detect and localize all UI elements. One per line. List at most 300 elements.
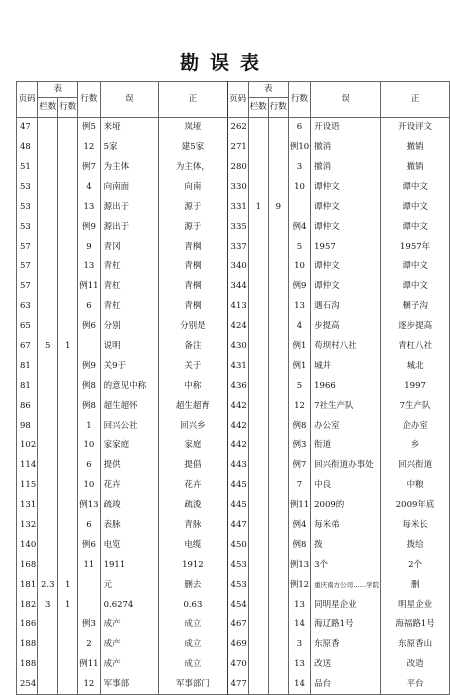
left-col-cell <box>38 674 58 694</box>
right-col-cell <box>248 476 268 496</box>
left-right-cell: 0.63 <box>159 595 227 615</box>
right-page-cell: 469 <box>227 635 248 655</box>
left-line-in-table-cell <box>58 297 78 317</box>
table-row <box>17 515 450 535</box>
left-col-cell <box>38 655 58 675</box>
right-right-cell: 7生产队 <box>381 396 450 416</box>
left-page-cell: 140 <box>17 535 38 555</box>
right-line-in-table-cell <box>268 515 288 535</box>
left-right-cell: 军事部门 <box>159 674 227 694</box>
left-line-in-table-cell: 1 <box>58 595 78 615</box>
left-col-cell <box>38 436 58 456</box>
right-page-cell: 331 <box>227 197 248 217</box>
left-line-in-table-cell <box>58 356 78 376</box>
left-line-in-table-cell <box>58 456 78 476</box>
left-wrong-cell: 青冈 <box>100 237 159 257</box>
table-row <box>17 177 450 197</box>
left-col-cell <box>38 495 58 515</box>
left-line-cell: 9 <box>78 237 100 257</box>
right-col-cell <box>248 416 268 436</box>
right-col-cell <box>248 157 268 177</box>
right-wrong-cell: 每米弟 <box>311 515 381 535</box>
table-row <box>17 257 450 277</box>
right-line-cell: 例8 <box>288 535 310 555</box>
right-line-in-table-cell <box>268 376 288 396</box>
left-col-cell <box>38 535 58 555</box>
right-right-cell: 海福路1号 <box>381 615 450 635</box>
right-line-in-table-cell <box>268 476 288 496</box>
right-col-cell <box>248 297 268 317</box>
right-line-cell: 6 <box>288 118 310 138</box>
right-col-cell <box>248 535 268 555</box>
right-right-cell: 谭中文 <box>381 197 450 217</box>
left-col-cell <box>38 456 58 476</box>
header-right: 正 <box>159 82 227 118</box>
left-line-in-table-cell <box>58 177 78 197</box>
left-wrong-cell: 提供 <box>100 456 159 476</box>
left-col-cell <box>38 297 58 317</box>
table-row <box>17 316 450 336</box>
table-row <box>17 615 450 635</box>
right-right-cell: 乡 <box>381 436 450 456</box>
left-line-in-table-cell <box>58 495 78 515</box>
right-line-cell: 例7 <box>288 456 310 476</box>
right-col-cell <box>248 655 268 675</box>
right-col-cell: 1 <box>248 197 268 217</box>
right-wrong-cell: 撤消 <box>311 157 381 177</box>
left-line-cell: 例11 <box>78 655 100 675</box>
left-page-cell: 86 <box>17 396 38 416</box>
left-col-cell <box>38 356 58 376</box>
right-line-cell: 3 <box>288 157 310 177</box>
table-row <box>17 336 450 356</box>
header-col: 栏数 <box>38 98 58 118</box>
right-line-cell: 13 <box>288 297 310 317</box>
right-right-cell: 2个 <box>381 555 450 575</box>
left-right-cell: 岚垭 <box>159 118 227 138</box>
left-wrong-cell: 家家庭 <box>100 436 159 456</box>
header-line-in-table: 行数 <box>58 98 78 118</box>
left-page-cell: 81 <box>17 356 38 376</box>
left-right-cell: 青棡 <box>159 257 227 277</box>
right-line-in-table-cell <box>268 495 288 515</box>
right-col-cell <box>248 515 268 535</box>
right-line-cell: 例11 <box>288 495 310 515</box>
left-line-cell: 4 <box>78 177 100 197</box>
left-col-cell <box>38 137 58 157</box>
header-wrong: 误 <box>311 82 381 118</box>
left-col-cell: 5 <box>38 336 58 356</box>
right-line-cell: 4 <box>288 316 310 336</box>
left-line-in-table-cell <box>58 555 78 575</box>
right-line-cell: 5 <box>288 376 310 396</box>
table-row <box>17 595 450 615</box>
left-line-in-table-cell <box>58 615 78 635</box>
right-line-in-table-cell <box>268 177 288 197</box>
right-right-cell: 2009年底 <box>381 495 450 515</box>
left-line-in-table-cell <box>58 416 78 436</box>
header-table: 表 <box>248 82 288 98</box>
right-right-cell: 撤销 <box>381 157 450 177</box>
right-wrong-cell: 重庆南方公司……学院 <box>311 575 381 595</box>
right-line-in-table-cell <box>268 336 288 356</box>
right-line-in-table-cell <box>268 137 288 157</box>
left-wrong-cell: 分别 <box>100 316 159 336</box>
right-line-cell: 例3 <box>288 436 310 456</box>
left-page-cell: 188 <box>17 655 38 675</box>
right-line-cell: 13 <box>288 595 310 615</box>
left-right-cell: 超生超育 <box>159 396 227 416</box>
right-right-cell: 谭中文 <box>381 257 450 277</box>
right-line-cell: 5 <box>288 237 310 257</box>
right-line-in-table-cell <box>268 316 288 336</box>
right-wrong-cell: 中良 <box>311 476 381 496</box>
right-line-cell: 13 <box>288 655 310 675</box>
right-col-cell <box>248 615 268 635</box>
left-wrong-cell: 关9于 <box>100 356 159 376</box>
right-page-cell: 413 <box>227 297 248 317</box>
right-line-in-table-cell <box>268 456 288 476</box>
left-line-in-table-cell: 1 <box>58 336 78 356</box>
left-col-cell: 3 <box>38 595 58 615</box>
right-line-cell: 3 <box>288 635 310 655</box>
left-page-cell: 132 <box>17 515 38 535</box>
right-col-cell <box>248 177 268 197</box>
right-wrong-cell: 苟坝村八社 <box>311 336 381 356</box>
left-line-cell: 6 <box>78 456 100 476</box>
left-line-cell: 13 <box>78 257 100 277</box>
left-right-cell: 青棡 <box>159 297 227 317</box>
right-page-cell: 431 <box>227 356 248 376</box>
table-row <box>17 575 450 595</box>
right-page-cell: 445 <box>227 476 248 496</box>
table-row <box>17 297 450 317</box>
table-row <box>17 376 450 396</box>
page-title: 勘误表 <box>179 52 270 74</box>
right-col-cell <box>248 555 268 575</box>
right-line-cell: 10 <box>288 257 310 277</box>
left-line-in-table-cell <box>58 436 78 456</box>
right-page-cell: 436 <box>227 376 248 396</box>
table-row <box>17 237 450 257</box>
right-page-cell: 445 <box>227 495 248 515</box>
right-line-cell: 10 <box>288 177 310 197</box>
right-page-cell: 470 <box>227 655 248 675</box>
right-wrong-cell: 1957 <box>311 237 381 257</box>
left-line-cell <box>78 336 100 356</box>
left-wrong-cell: 来垭 <box>100 118 159 138</box>
right-col-cell <box>248 674 268 694</box>
left-line-in-table-cell <box>58 257 78 277</box>
left-line-in-table-cell <box>58 655 78 675</box>
right-wrong-cell: 谭仲文 <box>311 277 381 297</box>
right-col-cell <box>248 316 268 336</box>
left-line-in-table-cell <box>58 376 78 396</box>
right-page-cell: 280 <box>227 157 248 177</box>
left-line-in-table-cell <box>58 197 78 217</box>
left-page-cell: 114 <box>17 456 38 476</box>
left-page-cell: 53 <box>17 217 38 237</box>
left-page-cell: 53 <box>17 177 38 197</box>
left-col-cell <box>38 555 58 575</box>
right-line-cell <box>288 197 310 217</box>
table-row <box>17 416 450 436</box>
left-right-cell: 成立 <box>159 635 227 655</box>
right-page-cell: 454 <box>227 595 248 615</box>
left-wrong-cell: 说明 <box>100 336 159 356</box>
left-page-cell: 102 <box>17 436 38 456</box>
right-wrong-cell: 品台 <box>311 674 381 694</box>
left-right-cell: 分别是 <box>159 316 227 336</box>
table-row <box>17 157 450 177</box>
left-page-cell: 168 <box>17 555 38 575</box>
left-wrong-cell: 回兴公社 <box>100 416 159 436</box>
left-page-cell: 57 <box>17 237 38 257</box>
left-line-cell: 6 <box>78 515 100 535</box>
right-line-cell: 例1 <box>288 356 310 376</box>
left-wrong-cell: 元 <box>100 575 159 595</box>
left-right-cell: 备注 <box>159 336 227 356</box>
left-line-cell: 例8 <box>78 376 100 396</box>
left-page-cell: 67 <box>17 336 38 356</box>
right-right-cell: 平台 <box>381 674 450 694</box>
left-page-cell: 51 <box>17 157 38 177</box>
right-page-cell: 443 <box>227 456 248 476</box>
right-right-cell: 拨给 <box>381 535 450 555</box>
header-page: 页码 <box>227 82 248 118</box>
table-row <box>17 396 450 416</box>
left-page-cell: 188 <box>17 635 38 655</box>
right-col-cell <box>248 376 268 396</box>
right-page-cell: 447 <box>227 515 248 535</box>
right-right-cell: 逐步提高 <box>381 316 450 336</box>
right-wrong-cell: 谭仲文 <box>311 257 381 277</box>
right-col-cell <box>248 635 268 655</box>
left-col-cell <box>38 416 58 436</box>
right-line-cell: 7 <box>288 476 310 496</box>
table-row <box>17 436 450 456</box>
left-right-cell: 成立 <box>159 615 227 635</box>
right-line-in-table-cell <box>268 157 288 177</box>
right-wrong-cell: 遇石沟 <box>311 297 381 317</box>
header-line: 行数 <box>288 82 310 118</box>
left-line-cell: 10 <box>78 436 100 456</box>
right-right-cell: 改造 <box>381 655 450 675</box>
left-col-cell <box>38 515 58 535</box>
right-page-cell: 442 <box>227 416 248 436</box>
left-wrong-cell: 超生超怀 <box>100 396 159 416</box>
left-wrong-cell: 青杠 <box>100 257 159 277</box>
left-right-cell: 提倡 <box>159 456 227 476</box>
right-line-in-table-cell <box>268 217 288 237</box>
left-col-cell <box>38 197 58 217</box>
left-line-cell: 13 <box>78 197 100 217</box>
left-right-cell: 成立 <box>159 655 227 675</box>
right-right-cell: 每米长 <box>381 515 450 535</box>
right-col-cell <box>248 257 268 277</box>
right-page-cell: 262 <box>227 118 248 138</box>
left-right-cell: 疏浚 <box>159 495 227 515</box>
left-right-cell: 删去 <box>159 575 227 595</box>
right-col-cell <box>248 595 268 615</box>
right-wrong-cell: 拨 <box>311 535 381 555</box>
right-wrong-cell: 1966 <box>311 376 381 396</box>
left-line-cell: 例8 <box>78 396 100 416</box>
right-wrong-cell: 海辽路1号 <box>311 615 381 635</box>
right-line-in-table-cell <box>268 416 288 436</box>
right-line-cell: 例4 <box>288 217 310 237</box>
right-line-in-table-cell <box>268 555 288 575</box>
left-right-cell: 青棡 <box>159 277 227 297</box>
left-line-cell: 例9 <box>78 217 100 237</box>
right-line-cell: 14 <box>288 615 310 635</box>
right-page-cell: 424 <box>227 316 248 336</box>
right-col-cell <box>248 436 268 456</box>
left-line-cell: 12 <box>78 674 100 694</box>
left-right-cell: 向南 <box>159 177 227 197</box>
right-line-in-table-cell <box>268 674 288 694</box>
left-page-cell: 53 <box>17 197 38 217</box>
right-line-cell: 例9 <box>288 277 310 297</box>
left-page-cell: 57 <box>17 257 38 277</box>
left-line-cell: 2 <box>78 635 100 655</box>
table-row <box>17 476 450 496</box>
left-line-cell: 例9 <box>78 356 100 376</box>
right-wrong-cell: 步提高 <box>311 316 381 336</box>
left-col-cell <box>38 157 58 177</box>
left-wrong-cell: 源出于 <box>100 197 159 217</box>
header-page: 页码 <box>17 82 38 118</box>
left-page-cell: 98 <box>17 416 38 436</box>
right-line-in-table-cell <box>268 535 288 555</box>
right-wrong-cell: 3个 <box>311 555 381 575</box>
left-col-cell <box>38 177 58 197</box>
right-line-cell: 12 <box>288 396 310 416</box>
right-wrong-cell: 谭仲文 <box>311 217 381 237</box>
left-wrong-cell: 成产 <box>100 615 159 635</box>
left-line-in-table-cell <box>58 515 78 535</box>
right-page-cell: 467 <box>227 615 248 635</box>
left-page-cell: 254 <box>17 674 38 694</box>
left-right-cell: 青棡 <box>159 237 227 257</box>
left-line-in-table-cell <box>58 217 78 237</box>
left-line-cell: 10 <box>78 476 100 496</box>
right-line-cell: 例4 <box>288 515 310 535</box>
right-line-in-table-cell <box>268 575 288 595</box>
left-line-in-table-cell: 1 <box>58 575 78 595</box>
left-col-cell <box>38 476 58 496</box>
right-col-cell <box>248 137 268 157</box>
right-right-cell: 梱子沟 <box>381 297 450 317</box>
right-col-cell <box>248 336 268 356</box>
left-wrong-cell: 成产 <box>100 635 159 655</box>
left-line-cell: 1 <box>78 416 100 436</box>
left-wrong-cell: 1911 <box>100 555 159 575</box>
right-right-cell: 企办室 <box>381 416 450 436</box>
left-col-cell <box>38 217 58 237</box>
right-line-in-table-cell <box>268 277 288 297</box>
right-page-cell: 477 <box>227 674 248 694</box>
left-page-cell: 182 <box>17 595 38 615</box>
header-line-in-table: 行数 <box>268 98 288 118</box>
left-col-cell <box>38 635 58 655</box>
header-line: 行数 <box>78 82 100 118</box>
left-line-in-table-cell <box>58 476 78 496</box>
right-right-cell: 明星企业 <box>381 595 450 615</box>
right-line-in-table-cell <box>268 257 288 277</box>
right-wrong-cell: 2009的 <box>311 495 381 515</box>
right-col-cell <box>248 356 268 376</box>
right-col-cell <box>248 217 268 237</box>
table-row <box>17 197 450 217</box>
left-right-cell: 关于 <box>159 356 227 376</box>
header-wrong: 误 <box>100 82 159 118</box>
right-wrong-cell: 撤消 <box>311 137 381 157</box>
right-wrong-cell: 同明星企业 <box>311 595 381 615</box>
right-line-in-table-cell <box>268 436 288 456</box>
right-line-in-table-cell <box>268 635 288 655</box>
left-wrong-cell: 军事部 <box>100 674 159 694</box>
right-page-cell: 442 <box>227 436 248 456</box>
table-row <box>17 674 450 694</box>
right-right-cell: 谭中文 <box>381 177 450 197</box>
left-right-cell: 建5家 <box>159 137 227 157</box>
right-line-in-table-cell <box>268 356 288 376</box>
left-right-cell: 回兴乡 <box>159 416 227 436</box>
right-line-in-table-cell: 9 <box>268 197 288 217</box>
table-row <box>17 535 450 555</box>
right-line-cell: 14 <box>288 674 310 694</box>
left-wrong-cell: 花卉 <box>100 476 159 496</box>
left-wrong-cell: 0.6274 <box>100 595 159 615</box>
right-right-cell: 删 <box>381 575 450 595</box>
table-row <box>17 655 450 675</box>
table-row <box>17 555 450 575</box>
left-page-cell: 48 <box>17 137 38 157</box>
left-line-in-table-cell <box>58 277 78 297</box>
left-right-cell: 源于 <box>159 217 227 237</box>
left-line-cell: 例11 <box>78 277 100 297</box>
left-wrong-cell: 5家 <box>100 137 159 157</box>
right-line-cell: 例12 <box>288 575 310 595</box>
right-col-cell <box>248 456 268 476</box>
left-line-cell: 例6 <box>78 535 100 555</box>
right-line-in-table-cell <box>268 237 288 257</box>
left-page-cell: 186 <box>17 615 38 635</box>
right-line-cell: 例13 <box>288 555 310 575</box>
left-line-cell: 11 <box>78 555 100 575</box>
right-line-cell: 例1 <box>288 336 310 356</box>
left-line-cell <box>78 575 100 595</box>
left-page-cell: 81 <box>17 376 38 396</box>
left-line-in-table-cell <box>58 157 78 177</box>
left-right-cell: 电缆 <box>159 535 227 555</box>
left-line-cell: 例3 <box>78 615 100 635</box>
right-col-cell <box>248 237 268 257</box>
right-wrong-cell: 7社生产队 <box>311 396 381 416</box>
left-wrong-cell: 的意见中称 <box>100 376 159 396</box>
right-col-cell <box>248 277 268 297</box>
table-row <box>17 118 450 138</box>
right-page-cell: 271 <box>227 137 248 157</box>
right-line-in-table-cell <box>268 595 288 615</box>
left-line-cell: 6 <box>78 297 100 317</box>
right-page-cell: 337 <box>227 237 248 257</box>
left-wrong-cell: 青杠 <box>100 277 159 297</box>
table-row <box>17 356 450 376</box>
right-right-cell: 开设评文 <box>381 118 450 138</box>
right-right-cell: 城北 <box>381 356 450 376</box>
